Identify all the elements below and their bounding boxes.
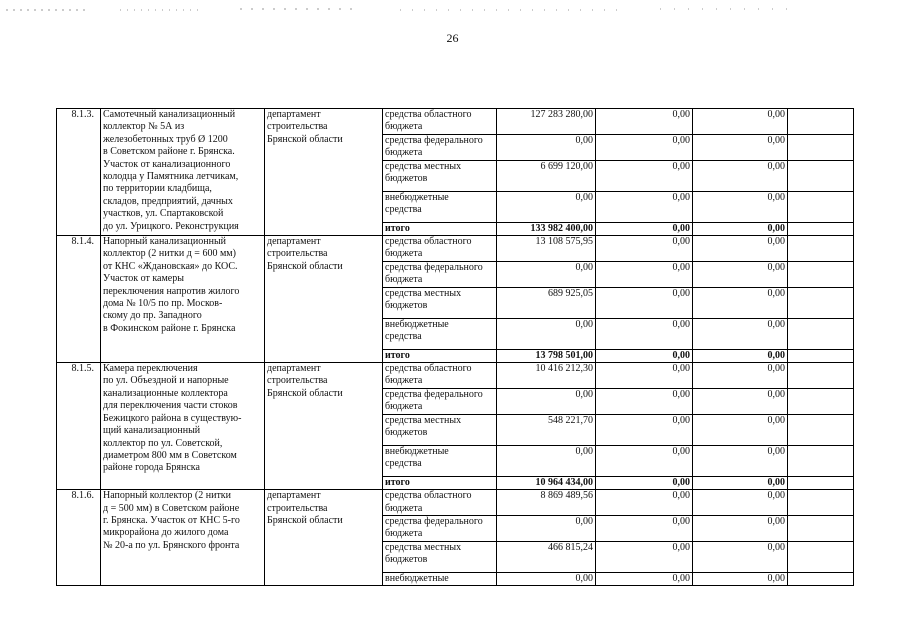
- responsible-org: департамент строительства Брянской области: [265, 236, 383, 363]
- year3-cell: 0,00: [693, 414, 788, 445]
- funding-source: средства местных бюджетов: [383, 541, 497, 572]
- total-year2: 0,00: [596, 349, 693, 362]
- amount-cell: 0,00: [497, 191, 596, 222]
- empty-cell: [788, 388, 854, 414]
- total-label: итого: [383, 349, 497, 362]
- year2-cell: 0,00: [596, 515, 693, 541]
- amount-cell: 6 699 120,00: [497, 160, 596, 191]
- budget-table: [56, 108, 854, 586]
- item-code: 8.1.5.: [57, 363, 101, 490]
- empty-cell: [788, 363, 854, 389]
- responsible-org: департамент строительства Брянской области: [265, 363, 383, 490]
- year2-cell: 0,00: [596, 191, 693, 222]
- table-body: [57, 109, 854, 586]
- year3-cell: 0,00: [693, 134, 788, 160]
- funding-source: средства местных бюджетов: [383, 287, 497, 318]
- item-code: 8.1.3.: [57, 109, 101, 236]
- funding-source: средства областного бюджета: [383, 363, 497, 389]
- amount-cell: 0,00: [497, 388, 596, 414]
- total-year3: 0,00: [693, 476, 788, 489]
- object-description: Напорный коллектор (2 нитки д = 500 мм) в Советском районе г. Брянска. Участок от КНС 5-го микрорайона до жилого дома № 20-а по ул. Брянского фронта: [101, 490, 265, 586]
- empty-cell: [788, 572, 854, 585]
- empty-cell: [788, 349, 854, 362]
- amount-cell: 8 869 489,56: [497, 490, 596, 516]
- empty-cell: [788, 515, 854, 541]
- year2-cell: 0,00: [596, 541, 693, 572]
- total-label: итого: [383, 476, 497, 489]
- amount-cell: 127 283 280,00: [497, 109, 596, 135]
- year2-cell: 0,00: [596, 445, 693, 476]
- year3-cell: 0,00: [693, 287, 788, 318]
- year3-cell: 0,00: [693, 490, 788, 516]
- object-description: Камера переключения по ул. Объездной и напорные канализационные коллектора для переключения части стоков Бежицкого района в существую- щий канализационный коллектор по ул. Советской, диаметром 800 мм в Советском районе города Брянска: [101, 363, 265, 490]
- amount-cell: 0,00: [497, 445, 596, 476]
- funding-source: средства федерального бюджета: [383, 515, 497, 541]
- total-year2: 0,00: [596, 222, 693, 235]
- amount-cell: 10 416 212,30: [497, 363, 596, 389]
- year3-cell: 0,00: [693, 515, 788, 541]
- table-row: [57, 490, 854, 516]
- funding-source: средства областного бюджета: [383, 490, 497, 516]
- empty-cell: [788, 476, 854, 489]
- responsible-org: департамент строительства Брянской области: [265, 490, 383, 586]
- year2-cell: 0,00: [596, 318, 693, 349]
- item-code: 8.1.4.: [57, 236, 101, 363]
- year2-cell: 0,00: [596, 414, 693, 445]
- amount-cell: 689 925,05: [497, 287, 596, 318]
- empty-cell: [788, 160, 854, 191]
- empty-cell: [788, 191, 854, 222]
- empty-cell: [788, 445, 854, 476]
- amount-cell: 0,00: [497, 261, 596, 287]
- funding-source: средства областного бюджета: [383, 109, 497, 135]
- empty-cell: [788, 490, 854, 516]
- year3-cell: 0,00: [693, 261, 788, 287]
- item-code: 8.1.6.: [57, 490, 101, 586]
- year3-cell: 0,00: [693, 388, 788, 414]
- empty-cell: [788, 287, 854, 318]
- year3-cell: 0,00: [693, 191, 788, 222]
- table-row: [57, 109, 854, 135]
- total-amount: 10 964 434,00: [497, 476, 596, 489]
- year2-cell: 0,00: [596, 490, 693, 516]
- year3-cell: 0,00: [693, 363, 788, 389]
- year3-cell: 0,00: [693, 572, 788, 585]
- funding-source: средства федерального бюджета: [383, 134, 497, 160]
- object-description: Самотечный канализационный коллектор № 5А из железобетонных труб Ø 1200 в Советском районе г. Брянска. Участок от канализационного колодца у Памятника летчикам, по территории кладбища, складов, предприятий, дачных участков, ул. Спартаковской до ул. Урицкого. Реконструкция: [101, 109, 265, 236]
- year3-cell: 0,00: [693, 445, 788, 476]
- empty-cell: [788, 318, 854, 349]
- total-year3: 0,00: [693, 349, 788, 362]
- year3-cell: 0,00: [693, 318, 788, 349]
- amount-cell: 13 108 575,95: [497, 236, 596, 262]
- empty-cell: [788, 261, 854, 287]
- amount-cell: 0,00: [497, 134, 596, 160]
- funding-source: внебюджетные средства: [383, 318, 497, 349]
- table-row: [57, 236, 854, 262]
- empty-cell: [788, 236, 854, 262]
- object-description: Напорный канализационный коллектор (2 нитки д = 600 мм) от КНС «Ждановская» до КОС. Участок от камеры переключения напротив жилого дома № 10/5 по пр. Москов- скому до пр. Западного в Фокинском районе г. Брянска: [101, 236, 265, 363]
- empty-cell: [788, 541, 854, 572]
- year3-cell: 0,00: [693, 541, 788, 572]
- year3-cell: 0,00: [693, 160, 788, 191]
- funding-source: средства областного бюджета: [383, 236, 497, 262]
- year2-cell: 0,00: [596, 287, 693, 318]
- empty-cell: [788, 134, 854, 160]
- empty-cell: [788, 414, 854, 445]
- amount-cell: 0,00: [497, 515, 596, 541]
- year2-cell: 0,00: [596, 388, 693, 414]
- funding-source: средства местных бюджетов: [383, 160, 497, 191]
- amount-cell: 0,00: [497, 572, 596, 585]
- total-label: итого: [383, 222, 497, 235]
- amount-cell: 466 815,24: [497, 541, 596, 572]
- scan-noise: [0, 0, 905, 16]
- empty-cell: [788, 222, 854, 235]
- funding-source: внебюджетные: [383, 572, 497, 585]
- year2-cell: 0,00: [596, 572, 693, 585]
- funding-source: средства федерального бюджета: [383, 261, 497, 287]
- amount-cell: 0,00: [497, 318, 596, 349]
- total-amount: 133 982 400,00: [497, 222, 596, 235]
- total-year3: 0,00: [693, 222, 788, 235]
- year2-cell: 0,00: [596, 134, 693, 160]
- funding-source: средства федерального бюджета: [383, 388, 497, 414]
- page-number: 26: [446, 31, 459, 45]
- funding-source: средства местных бюджетов: [383, 414, 497, 445]
- total-year2: 0,00: [596, 476, 693, 489]
- year2-cell: 0,00: [596, 109, 693, 135]
- funding-source: внебюджетные средства: [383, 191, 497, 222]
- funding-source: внебюджетные средства: [383, 445, 497, 476]
- total-amount: 13 798 501,00: [497, 349, 596, 362]
- year2-cell: 0,00: [596, 261, 693, 287]
- responsible-org: департамент строительства Брянской области: [265, 109, 383, 236]
- year2-cell: 0,00: [596, 236, 693, 262]
- year2-cell: 0,00: [596, 160, 693, 191]
- amount-cell: 548 221,70: [497, 414, 596, 445]
- year2-cell: 0,00: [596, 363, 693, 389]
- year3-cell: 0,00: [693, 236, 788, 262]
- year3-cell: 0,00: [693, 109, 788, 135]
- table-row: [57, 363, 854, 389]
- empty-cell: [788, 109, 854, 135]
